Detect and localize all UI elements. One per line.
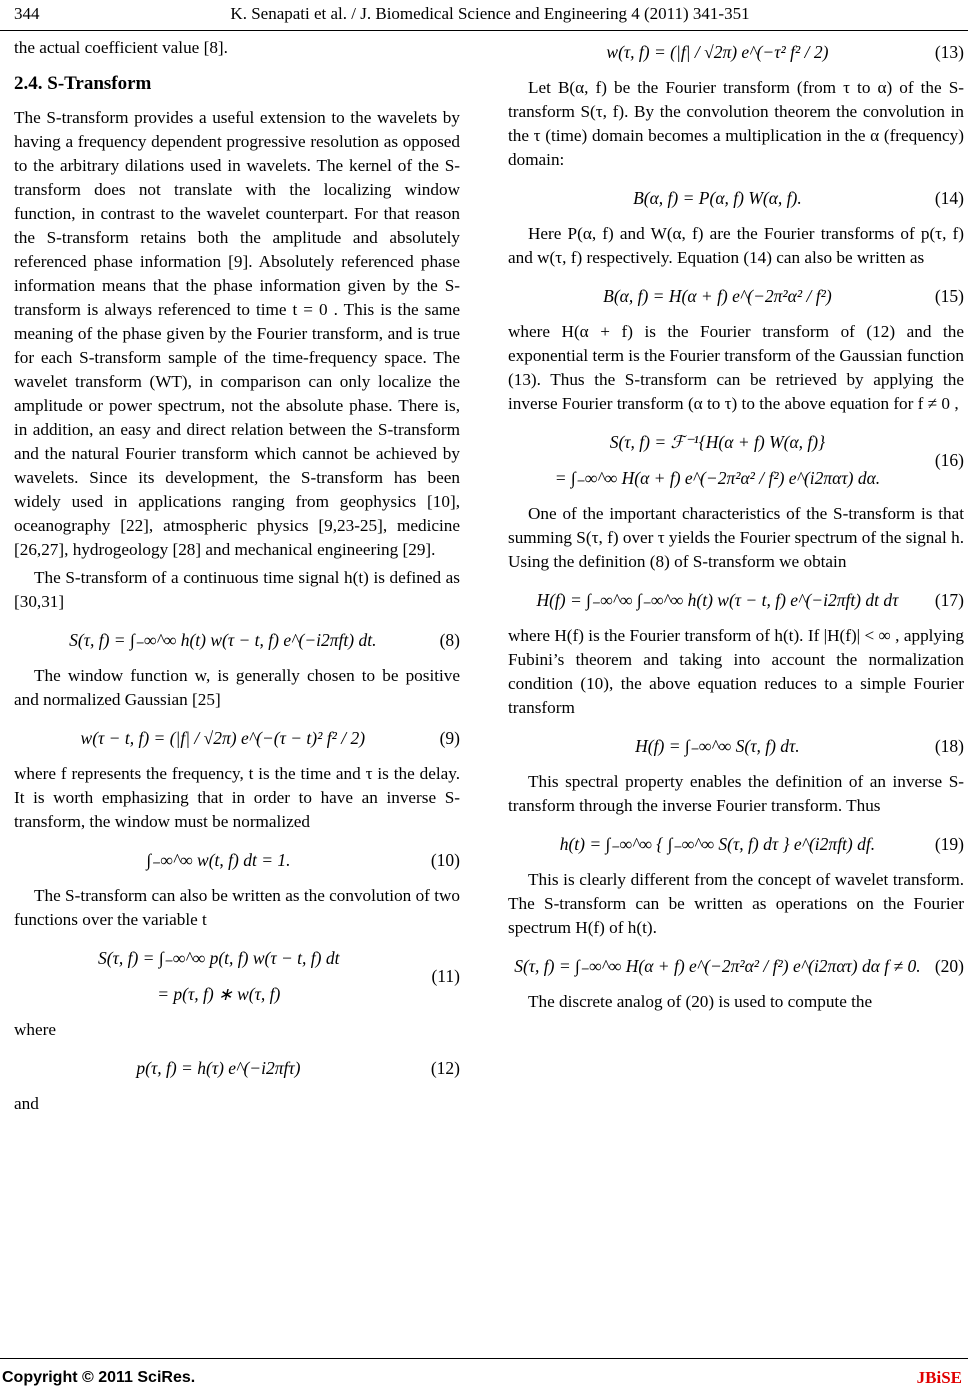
paragraph: The S-transform can also be written as the convolution of two functions over the variable t [14, 886, 460, 929]
paragraph: Here P(α, f) and W(α, f) are the Fourier transforms of p(τ, f) and w(τ, f) respectively. Equation (14) can also be written as [508, 224, 964, 267]
paragraph: where f represents the frequency, t is the time and τ is the delay. It is worth emphasizing that in order to have an inverse S-transform, the window must be normalized [14, 764, 460, 831]
paragraph: One of the important characteristics of the S-transform is that summing S(τ, f) over τ yields the Fourier spectrum of the signal h. Using the definition (8) of S-transform we obtain [508, 504, 964, 571]
paragraph: where H(α + f) is the Fourier transform of (12) and the exponential term is the Fourier transform of the Gaussian function (13). Thus the S-transform can be retrieved by applying the inverse Fourier transform (α to τ) to the above equation for f ≠ 0 , [508, 322, 964, 413]
footer-rule [0, 1358, 968, 1359]
equation-11-line-1: S(τ, f) = ∫₋∞^∞ p(t, f) w(τ − t, f) dt [98, 948, 340, 968]
paragraph: This spectral property enables the definition of an inverse S-transform through the inverse Fourier transform. Thus [508, 772, 964, 815]
equation-16-line-1: S(τ, f) = ℱ⁻¹{H(α + f) W(α, f)} [609, 432, 826, 452]
paragraph: The discrete analog of (20) is used to compute the [528, 992, 873, 1011]
paragraph: where [14, 1020, 56, 1039]
equation-13: w(τ, f) = (|f| / √2π) e^(−τ² f² / 2) (13) [606, 42, 964, 62]
equation-8: S(τ, f) = ∫₋∞^∞ h(t) w(τ − t, f) e^(−i2πft) dt. (8) [69, 630, 460, 650]
paragraph: where H(f) is the Fourier transform of h(t). If |H(f)| < ∞ , applying Fubini’s theorem and taking into account the normalization condition (10), the above equation reduces to a simple Fourier transform [508, 626, 964, 717]
equation-16: S(τ, f) = ℱ⁻¹{H(α + f) W(α, f)} = ∫₋∞^∞ H(α + f) e^(−2π²α² / f²) e^(i2πατ) dα. (16) [508, 430, 964, 490]
paragraph: and [14, 1094, 39, 1113]
paragraph: The S-transform of a continuous time signal h(t) is defined as [30,31] [14, 568, 460, 611]
running-title: K. Senapati et al. / J. Biomedical Science and Engineering 4 (2011) 341-351 [230, 4, 750, 23]
page-header [0, 2, 968, 28]
equation-16-line-2: = ∫₋∞^∞ H(α + f) e^(−2π²α² / f²) e^(i2πατ) dα. [554, 468, 881, 488]
equation-20: S(τ, f) = ∫₋∞^∞ H(α + f) e^(−2π²α² / f²) e^(i2πατ) dα f ≠ 0. (20) [514, 956, 964, 976]
equation-12: p(τ, f) = h(τ) e^(−i2πfτ) (12) [136, 1058, 460, 1078]
paragraph: The window function w, is generally chosen to be positive and normalized Gaussian [25] [14, 666, 460, 709]
equation-15: B(α, f) = H(α + f) e^(−2π²α² / f²) (15) [603, 286, 964, 306]
page-number: 344 [14, 4, 40, 23]
journal-abbrev: JBiSE [916, 1368, 962, 1386]
paragraph: The S-transform provides a useful extension to the wavelets by having a frequency dependent progressive resolution as opposed to the arbitrary dilations used in wavelets. The kernel of the S-transform does not translate with the localizing window function, in contrast to the wavelet counterpart. For that reason the S-transform retains both the amplitude and absolutely referenced phase information [9]. Absolutely referenced phase information means that the phase information given by the S-transform is always referenced to time t = 0 . This is the same meaning of the phase given by the Fourier transform, and is true for each S-transform sample of the time-frequency space. The wavelet transform (WT), in comparison can only localize the amplitude or power spectrum, not the absolute phase. There is, in addition, an easy and direct relation between the S-transform and the natural Fourier transform which cannot be achieved by wavelets. Since its development, the S-transform has been widely used in applications ranging from geophysics [10], oceanography [22], atmospheric physics [9,23-25], medicine [26,27], hydrogeology [28] and mechanical engineering [29]. [14, 108, 460, 559]
paragraph: the actual coefficient value [8]. [14, 38, 228, 57]
copyright-text: Copyright © 2011 SciRes. [2, 1369, 196, 1386]
paragraph: Let B(α, f) be the Fourier transform (from τ to α) of the S-transform S(τ, f). By the convolution theorem the convolution in the τ (time) domain becomes a multiplication in the α (frequency) domain: [508, 78, 964, 169]
left-column [14, 36, 460, 1120]
section-heading: 2.4. S-Transform [14, 73, 152, 94]
equation-9: w(τ − t, f) = (|f| / √2π) e^(−(τ − t)² f² / 2) (9) [80, 728, 460, 748]
header-rule [0, 30, 968, 31]
right-column [508, 40, 964, 1018]
equation-17: H(f) = ∫₋∞^∞ ∫₋∞^∞ h(t) w(τ − t, f) e^(−i2πft) dt dτ (17) [536, 590, 964, 610]
equation-10: ∫₋∞^∞ w(t, f) dt = 1. (10) [146, 850, 460, 870]
equation-11: S(τ, f) = ∫₋∞^∞ p(t, f) w(τ − t, f) dt = p(τ, f) ∗ w(τ, f) (11) [14, 946, 460, 1006]
equation-18: H(f) = ∫₋∞^∞ S(τ, f) dτ. (18) [635, 736, 964, 756]
equation-19: h(t) = ∫₋∞^∞ { ∫₋∞^∞ S(τ, f) dτ } e^(i2πft) df. (19) [559, 834, 964, 854]
equation-11-line-2: = p(τ, f) ∗ w(τ, f) [157, 984, 281, 1004]
paragraph: This is clearly different from the concept of wavelet transform. The S-transform can be written as operations on the Fourier spectrum H(f) of h(t). [508, 870, 964, 937]
equation-14: B(α, f) = P(α, f) W(α, f). (14) [633, 188, 964, 208]
